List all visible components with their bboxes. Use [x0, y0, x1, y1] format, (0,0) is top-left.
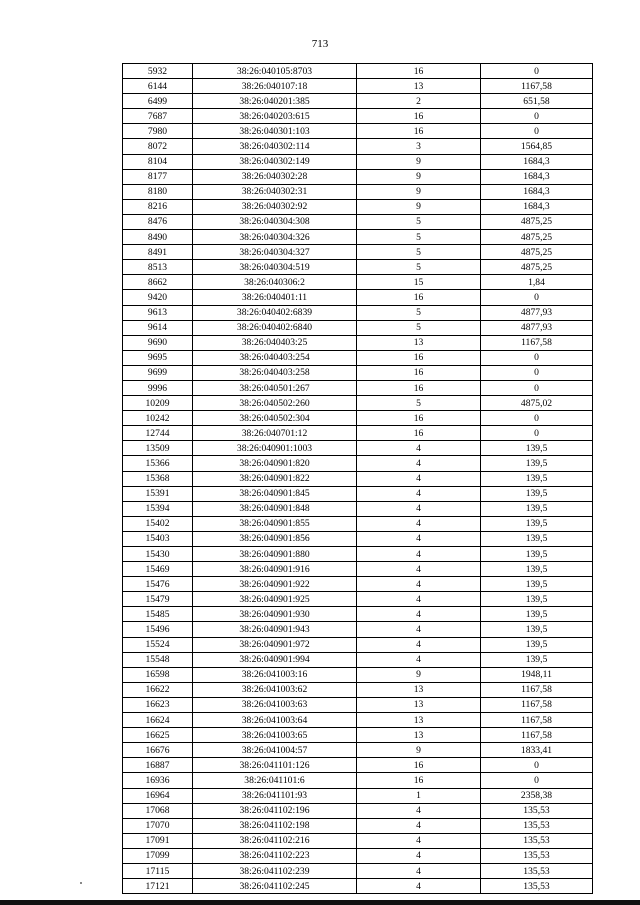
row-number-cell: 16624	[123, 713, 193, 728]
table-row	[123, 456, 593, 471]
cadastral-number-cell: 38:26:041102:216	[193, 833, 357, 848]
value-cell: 4875,25	[481, 245, 593, 260]
category-cell: 13	[357, 335, 481, 350]
cadastral-number-cell: 38:26:040901:848	[193, 501, 357, 516]
row-number-cell: 17121	[123, 879, 193, 894]
row-number-cell: 16598	[123, 667, 193, 682]
table-row	[123, 516, 593, 531]
value-cell: 139,5	[481, 562, 593, 577]
table-row	[123, 562, 593, 577]
cadastral-number-cell: 38:26:040403:258	[193, 365, 357, 380]
row-number-cell: 15391	[123, 486, 193, 501]
cadastral-number-cell: 38:26:041101:93	[193, 788, 357, 803]
category-cell: 5	[357, 320, 481, 335]
table-row	[123, 577, 593, 592]
table-row	[123, 109, 593, 124]
row-number-cell: 9613	[123, 305, 193, 320]
row-number-cell: 6499	[123, 94, 193, 109]
cadastral-number-cell: 38:26:040302:114	[193, 139, 357, 154]
cadastral-number-cell: 38:26:040301:103	[193, 124, 357, 139]
row-number-cell: 9695	[123, 350, 193, 365]
value-cell: 135,53	[481, 848, 593, 863]
table-row	[123, 380, 593, 395]
category-cell: 5	[357, 260, 481, 275]
cadastral-number-cell: 38:26:040304:308	[193, 214, 357, 229]
category-cell: 4	[357, 622, 481, 637]
table-row	[123, 275, 593, 290]
row-number-cell: 16623	[123, 697, 193, 712]
value-cell: 1684,3	[481, 169, 593, 184]
row-number-cell: 17068	[123, 803, 193, 818]
category-cell: 4	[357, 607, 481, 622]
category-cell: 5	[357, 305, 481, 320]
cadastral-number-cell: 38:26:040403:25	[193, 335, 357, 350]
category-cell: 13	[357, 713, 481, 728]
row-number-cell: 12744	[123, 426, 193, 441]
value-cell: 0	[481, 411, 593, 426]
value-cell: 1564,85	[481, 139, 593, 154]
category-cell: 2	[357, 94, 481, 109]
table-row	[123, 607, 593, 622]
table-row	[123, 426, 593, 441]
value-cell: 139,5	[481, 547, 593, 562]
cadastral-number-cell: 38:26:040304:519	[193, 260, 357, 275]
table-row	[123, 879, 593, 894]
scan-artifact	[80, 882, 82, 884]
table-row	[123, 154, 593, 169]
cadastral-number-cell: 38:26:041102:196	[193, 803, 357, 818]
cadastral-number-cell: 38:26:040901:922	[193, 577, 357, 592]
category-cell: 4	[357, 818, 481, 833]
table-row	[123, 788, 593, 803]
cadastral-number-cell: 38:26:041003:16	[193, 667, 357, 682]
value-cell: 1833,41	[481, 743, 593, 758]
cadastral-number-cell: 38:26:040502:260	[193, 396, 357, 411]
category-cell: 13	[357, 682, 481, 697]
value-cell: 1,84	[481, 275, 593, 290]
category-cell: 16	[357, 758, 481, 773]
table-row	[123, 124, 593, 139]
category-cell: 13	[357, 697, 481, 712]
row-number-cell: 7980	[123, 124, 193, 139]
category-cell: 5	[357, 396, 481, 411]
value-cell: 1167,58	[481, 728, 593, 743]
row-number-cell: 9420	[123, 290, 193, 305]
row-number-cell: 15479	[123, 592, 193, 607]
cadastral-number-cell: 38:26:041003:63	[193, 697, 357, 712]
table-row	[123, 396, 593, 411]
row-number-cell: 15430	[123, 547, 193, 562]
cadastral-number-cell: 38:26:040901:925	[193, 592, 357, 607]
cadastral-number-cell: 38:26:040502:304	[193, 411, 357, 426]
row-number-cell: 15496	[123, 622, 193, 637]
category-cell: 4	[357, 562, 481, 577]
cadastral-number-cell: 38:26:040901:856	[193, 531, 357, 546]
value-cell: 4877,93	[481, 305, 593, 320]
row-number-cell: 8104	[123, 154, 193, 169]
row-number-cell: 15548	[123, 652, 193, 667]
value-cell: 0	[481, 773, 593, 788]
table-row	[123, 622, 593, 637]
category-cell: 4	[357, 803, 481, 818]
page-number: 713	[311, 38, 329, 50]
cadastral-number-cell: 38:26:040302:31	[193, 184, 357, 199]
table-row	[123, 848, 593, 863]
row-number-cell: 15394	[123, 501, 193, 516]
value-cell: 0	[481, 365, 593, 380]
value-cell: 135,53	[481, 863, 593, 878]
row-number-cell: 15402	[123, 516, 193, 531]
row-number-cell: 16936	[123, 773, 193, 788]
category-cell: 4	[357, 592, 481, 607]
row-number-cell: 8490	[123, 230, 193, 245]
table-row	[123, 592, 593, 607]
category-cell: 4	[357, 501, 481, 516]
row-number-cell: 9699	[123, 365, 193, 380]
row-number-cell: 9614	[123, 320, 193, 335]
table-row	[123, 320, 593, 335]
cadastral-number-cell: 38:26:040306:2	[193, 275, 357, 290]
row-number-cell: 17115	[123, 863, 193, 878]
row-number-cell: 13509	[123, 441, 193, 456]
cadastral-number-cell: 38:26:040901:845	[193, 486, 357, 501]
category-cell: 5	[357, 214, 481, 229]
table-row	[123, 230, 593, 245]
value-cell: 4875,25	[481, 214, 593, 229]
value-cell: 139,5	[481, 441, 593, 456]
category-cell: 9	[357, 667, 481, 682]
cadastral-number-cell: 38:26:040901:994	[193, 652, 357, 667]
table-row	[123, 411, 593, 426]
cadastral-number-cell: 38:26:040501:267	[193, 380, 357, 395]
row-number-cell: 15485	[123, 607, 193, 622]
cadastral-number-cell: 38:26:041003:65	[193, 728, 357, 743]
category-cell: 4	[357, 637, 481, 652]
category-cell: 16	[357, 109, 481, 124]
cadastral-number-cell: 38:26:041102:239	[193, 863, 357, 878]
value-cell: 139,5	[481, 516, 593, 531]
category-cell: 9	[357, 743, 481, 758]
cadastral-number-cell: 38:26:040901:855	[193, 516, 357, 531]
row-number-cell: 15368	[123, 471, 193, 486]
table-row	[123, 184, 593, 199]
data-table	[122, 63, 593, 894]
table-row	[123, 441, 593, 456]
row-number-cell: 8513	[123, 260, 193, 275]
category-cell: 13	[357, 79, 481, 94]
table-row	[123, 637, 593, 652]
category-cell: 4	[357, 879, 481, 894]
value-cell: 135,53	[481, 879, 593, 894]
category-cell: 4	[357, 441, 481, 456]
value-cell: 1948,11	[481, 667, 593, 682]
cadastral-number-cell: 38:26:040901:943	[193, 622, 357, 637]
cadastral-number-cell: 38:26:040403:254	[193, 350, 357, 365]
cadastral-number-cell: 38:26:041004:57	[193, 743, 357, 758]
row-number-cell: 8177	[123, 169, 193, 184]
row-number-cell: 16964	[123, 788, 193, 803]
value-cell: 135,53	[481, 803, 593, 818]
value-cell: 4875,25	[481, 230, 593, 245]
value-cell: 139,5	[481, 607, 593, 622]
category-cell: 4	[357, 577, 481, 592]
category-cell: 16	[357, 350, 481, 365]
row-number-cell: 15403	[123, 531, 193, 546]
cadastral-number-cell: 38:26:040901:916	[193, 562, 357, 577]
category-cell: 16	[357, 365, 481, 380]
cadastral-number-cell: 38:26:040901:820	[193, 456, 357, 471]
cadastral-number-cell: 38:26:040402:6839	[193, 305, 357, 320]
table-row	[123, 79, 593, 94]
category-cell: 9	[357, 169, 481, 184]
table-row	[123, 486, 593, 501]
row-number-cell: 15524	[123, 637, 193, 652]
value-cell: 139,5	[481, 486, 593, 501]
table-row	[123, 773, 593, 788]
row-number-cell: 15469	[123, 562, 193, 577]
table-row	[123, 199, 593, 214]
table-row	[123, 833, 593, 848]
cadastral-number-cell: 38:26:040107:18	[193, 79, 357, 94]
cadastral-number-cell: 38:26:040302:28	[193, 169, 357, 184]
category-cell: 4	[357, 471, 481, 486]
category-cell: 15	[357, 275, 481, 290]
cadastral-number-cell: 38:26:041102:198	[193, 818, 357, 833]
category-cell: 5	[357, 245, 481, 260]
table-row	[123, 863, 593, 878]
table-row	[123, 169, 593, 184]
value-cell: 0	[481, 109, 593, 124]
cadastral-number-cell: 38:26:040401:11	[193, 290, 357, 305]
value-cell: 1684,3	[481, 154, 593, 169]
cadastral-number-cell: 38:26:040302:149	[193, 154, 357, 169]
table-row	[123, 305, 593, 320]
category-cell: 4	[357, 547, 481, 562]
cadastral-number-cell: 38:26:041003:64	[193, 713, 357, 728]
value-cell: 2358,38	[481, 788, 593, 803]
table-row	[123, 818, 593, 833]
cadastral-number-cell: 38:26:040901:972	[193, 637, 357, 652]
value-cell: 139,5	[481, 531, 593, 546]
table-row	[123, 743, 593, 758]
value-cell: 139,5	[481, 622, 593, 637]
value-cell: 1167,58	[481, 335, 593, 350]
category-cell: 4	[357, 833, 481, 848]
table-row	[123, 350, 593, 365]
table-row	[123, 471, 593, 486]
row-number-cell: 10209	[123, 396, 193, 411]
cadastral-number-cell: 38:26:040105:8703	[193, 64, 357, 79]
category-cell: 5	[357, 230, 481, 245]
table-row	[123, 803, 593, 818]
category-cell: 4	[357, 456, 481, 471]
row-number-cell: 5932	[123, 64, 193, 79]
value-cell: 1684,3	[481, 184, 593, 199]
row-number-cell: 9996	[123, 380, 193, 395]
value-cell: 0	[481, 290, 593, 305]
category-cell: 13	[357, 728, 481, 743]
row-number-cell: 7687	[123, 109, 193, 124]
table-row	[123, 94, 593, 109]
category-cell: 1	[357, 788, 481, 803]
value-cell: 135,53	[481, 818, 593, 833]
category-cell: 16	[357, 773, 481, 788]
table-row	[123, 667, 593, 682]
value-cell: 1167,58	[481, 713, 593, 728]
table-row	[123, 290, 593, 305]
value-cell: 139,5	[481, 501, 593, 516]
row-number-cell: 10242	[123, 411, 193, 426]
row-number-cell: 8476	[123, 214, 193, 229]
cadastral-number-cell: 38:26:040701:12	[193, 426, 357, 441]
row-number-cell: 16676	[123, 743, 193, 758]
value-cell: 139,5	[481, 637, 593, 652]
category-cell: 4	[357, 531, 481, 546]
cadastral-number-cell: 38:26:040203:615	[193, 109, 357, 124]
row-number-cell: 6144	[123, 79, 193, 94]
table-row	[123, 531, 593, 546]
category-cell: 16	[357, 380, 481, 395]
category-cell: 4	[357, 652, 481, 667]
value-cell: 4875,02	[481, 396, 593, 411]
table-row	[123, 335, 593, 350]
category-cell: 16	[357, 124, 481, 139]
value-cell: 0	[481, 124, 593, 139]
cadastral-number-cell: 38:26:040901:880	[193, 547, 357, 562]
table-row	[123, 682, 593, 697]
category-cell: 16	[357, 426, 481, 441]
cadastral-number-cell: 38:26:041101:6	[193, 773, 357, 788]
row-number-cell: 8072	[123, 139, 193, 154]
value-cell: 139,5	[481, 456, 593, 471]
cadastral-number-cell: 38:26:041003:62	[193, 682, 357, 697]
table-row	[123, 214, 593, 229]
value-cell: 0	[481, 426, 593, 441]
table-row	[123, 547, 593, 562]
cadastral-number-cell: 38:26:040201:385	[193, 94, 357, 109]
cadastral-number-cell: 38:26:040901:1003	[193, 441, 357, 456]
table-body	[123, 64, 593, 894]
row-number-cell: 16625	[123, 728, 193, 743]
table-row	[123, 652, 593, 667]
value-cell: 139,5	[481, 592, 593, 607]
table-row	[123, 501, 593, 516]
cadastral-number-cell: 38:26:040304:326	[193, 230, 357, 245]
value-cell: 0	[481, 350, 593, 365]
table-row	[123, 365, 593, 380]
cadastral-number-cell: 38:26:040901:930	[193, 607, 357, 622]
value-cell: 0	[481, 64, 593, 79]
table-row	[123, 260, 593, 275]
value-cell: 0	[481, 380, 593, 395]
value-cell: 651,58	[481, 94, 593, 109]
value-cell: 4877,93	[481, 320, 593, 335]
scan-edge-bar	[0, 900, 640, 905]
category-cell: 3	[357, 139, 481, 154]
table-row	[123, 697, 593, 712]
value-cell: 139,5	[481, 471, 593, 486]
row-number-cell: 17099	[123, 848, 193, 863]
category-cell: 4	[357, 863, 481, 878]
row-number-cell: 15366	[123, 456, 193, 471]
value-cell: 1167,58	[481, 682, 593, 697]
category-cell: 16	[357, 64, 481, 79]
value-cell: 139,5	[481, 652, 593, 667]
cadastral-number-cell: 38:26:040304:327	[193, 245, 357, 260]
category-cell: 4	[357, 848, 481, 863]
row-number-cell: 17091	[123, 833, 193, 848]
category-cell: 9	[357, 199, 481, 214]
row-number-cell: 16622	[123, 682, 193, 697]
value-cell: 4875,25	[481, 260, 593, 275]
cadastral-number-cell: 38:26:041102:245	[193, 879, 357, 894]
category-cell: 16	[357, 290, 481, 305]
category-cell: 9	[357, 154, 481, 169]
category-cell: 9	[357, 184, 481, 199]
cadastral-number-cell: 38:26:040402:6840	[193, 320, 357, 335]
row-number-cell: 15476	[123, 577, 193, 592]
cadastral-number-cell: 38:26:041102:223	[193, 848, 357, 863]
value-cell: 135,53	[481, 833, 593, 848]
table-row	[123, 139, 593, 154]
row-number-cell: 17070	[123, 818, 193, 833]
table-row	[123, 713, 593, 728]
cadastral-number-cell: 38:26:041101:126	[193, 758, 357, 773]
value-cell: 1684,3	[481, 199, 593, 214]
value-cell: 0	[481, 758, 593, 773]
table-row	[123, 64, 593, 79]
cadastral-number-cell: 38:26:040302:92	[193, 199, 357, 214]
row-number-cell: 9690	[123, 335, 193, 350]
table-row	[123, 245, 593, 260]
cadastral-number-cell: 38:26:040901:822	[193, 471, 357, 486]
value-cell: 1167,58	[481, 79, 593, 94]
category-cell: 16	[357, 411, 481, 426]
row-number-cell: 16887	[123, 758, 193, 773]
value-cell: 139,5	[481, 577, 593, 592]
row-number-cell: 8491	[123, 245, 193, 260]
table-row	[123, 728, 593, 743]
row-number-cell: 8180	[123, 184, 193, 199]
table-row	[123, 758, 593, 773]
value-cell: 1167,58	[481, 697, 593, 712]
row-number-cell: 8216	[123, 199, 193, 214]
category-cell: 4	[357, 486, 481, 501]
category-cell: 4	[357, 516, 481, 531]
row-number-cell: 8662	[123, 275, 193, 290]
